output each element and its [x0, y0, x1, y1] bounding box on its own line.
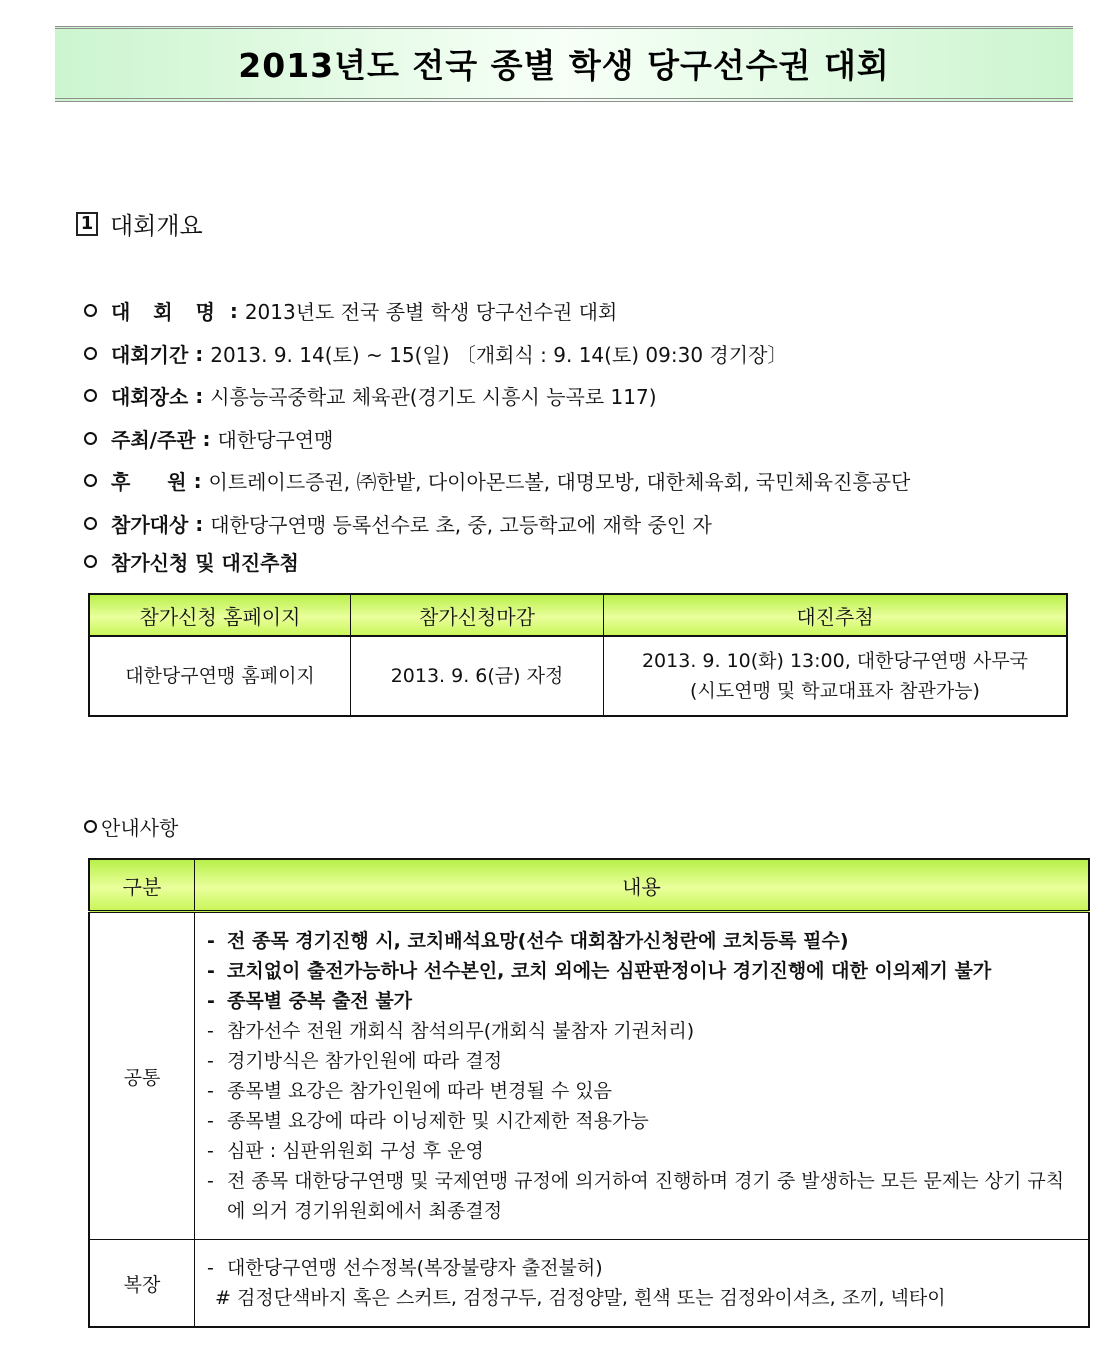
draw-note-text: (시도연맹 및 학교대표자 참관가능): [690, 680, 980, 702]
overview-row-venue: 대회장소 : 시흥능곡중학교 체육관(경기도 시흥시 능곡로 117): [84, 381, 657, 410]
circle-bullet-icon: [84, 304, 97, 317]
table-cell: 2013. 9. 6(금) 자정: [351, 636, 604, 716]
table-row: [89, 636, 1067, 716]
list-item: - 심판 : 심판위원회 구성 후 운영: [207, 1140, 484, 1162]
list-item: - 대한당구연맹 선수정복(복장불량자 출전불허): [207, 1257, 603, 1279]
registration-table: [88, 593, 1068, 717]
list-item: - 경기방식은 참가인원에 따라 결정: [207, 1050, 503, 1072]
overview-row-eligibility: 참가대상 : 대한당구연맹 등록선수로 초, 중, 고등학교에 재학 중인 자: [84, 509, 712, 538]
notes-heading: [84, 812, 178, 841]
list-item: - 종목별 요강은 참가인원에 따라 변경될 수 있음: [207, 1080, 612, 1102]
circle-bullet-icon: [84, 517, 97, 530]
overview-value: 2013년도 전국 종별 학생 당구선수권 대회: [244, 300, 618, 324]
section-title: 대회개요: [110, 212, 203, 240]
notes-table: [88, 858, 1090, 1328]
circle-bullet-icon: [84, 347, 97, 360]
overview-value: 2013. 9. 14(토) ~ 15(일) 〔개회식 : 9. 14(토) 09:30 경기장〕: [210, 343, 788, 367]
overview-label: 참가신청 및 대진추첨: [111, 551, 299, 575]
overview-value: 시흥능곡중학교 체육관(경기도 시흥시 능곡로 117): [210, 385, 657, 409]
overview-row-period: 대회기간 : 2013. 9. 14(토) ~ 15(일) 〔개회식 : 9. 14(토) 09:30 경기장〕: [84, 339, 787, 368]
overview-value: 대한당구연맹 등록선수로 초, 중, 고등학교에 재학 중인 자: [210, 513, 712, 537]
overview-row-host: 주최/주관 : 대한당구연맹: [84, 424, 333, 453]
circle-bullet-icon: [84, 820, 97, 833]
overview-label: 대회장소: [111, 385, 189, 409]
notes-title: 안내사항: [101, 816, 179, 840]
circle-bullet-icon: [84, 474, 97, 487]
table-header: 참가신청 홈페이지: [89, 594, 351, 636]
table-header: 내용: [195, 859, 1090, 912]
overview-row-registration: [84, 547, 299, 576]
table-cell: [604, 636, 1068, 716]
list-item: - 참가선수 전원 개회식 참석의무(개회식 불참자 기권처리): [207, 1020, 695, 1042]
title-banner: [55, 26, 1073, 102]
list-item: - 코치없이 출전가능하나 선수본인, 코치 외에는 심판판정이나 경기진행에 대한 이의제기 불가: [207, 960, 992, 982]
circle-bullet-icon: [84, 432, 97, 445]
table-header: 참가신청마감: [351, 594, 604, 636]
list-item: - 종목별 요강에 따라 이닝제한 및 시간제한 적용가능: [207, 1110, 649, 1132]
list-item: - 종목별 중복 출전 불가: [207, 990, 413, 1012]
table-row: [89, 1240, 1089, 1328]
list-item: # 검정단색바지 혹은 스커트, 검정구두, 검정양말, 흰색 또는 검정와이셔츠, 조끼, 넥타이: [215, 1287, 946, 1309]
items-cell: [195, 912, 1090, 1240]
table-header: 대진추첨: [604, 594, 1068, 636]
table-header-row: [89, 859, 1089, 912]
overview-label: 대 회 명: [111, 300, 223, 324]
table-cell: 대한당구연맹 홈페이지: [89, 636, 351, 716]
circle-bullet-icon: [84, 389, 97, 402]
overview-label: 참가대상: [111, 513, 189, 537]
table-row: [89, 912, 1089, 1240]
list-item: - 전 종목 대한당구연맹 및 국제연맹 규정에 의거하여 진행하며 경기 중 발생하는 모든 문제는 상기 규칙에 의거 경기위원회에서 최종결정: [207, 1170, 1065, 1222]
category-cell: 복장: [89, 1240, 195, 1328]
overview-value: 대한당구연맹: [217, 428, 334, 452]
section-number: 1: [76, 212, 98, 236]
items-cell: [195, 1240, 1090, 1328]
overview-value: 이트레이드증권, ㈜한밭, 다이아몬드볼, 대명모방, 대한체육회, 국민체육진흥공단: [208, 470, 911, 494]
list-item: - 전 종목 경기진행 시, 코치배석요망(선수 대회참가신청란에 코치등록 필수): [207, 930, 849, 952]
overview-label: 대회기간: [111, 343, 189, 367]
overview-row-name: 대 회 명 : 2013년도 전국 종별 학생 당구선수권 대회: [84, 296, 617, 325]
table-header: 구분: [89, 859, 195, 912]
page-title: 2013년도 전국 종별 학생 당구선수권 대회: [238, 46, 890, 85]
overview-row-sponsor: 후 원 : 이트레이드증권, ㈜한밭, 다이아몬드볼, 대명모방, 대한체육회, 국민체육진흥공단: [84, 466, 910, 495]
circle-bullet-icon: [84, 555, 97, 568]
category-cell: 공통: [89, 912, 195, 1240]
section-heading: [76, 206, 203, 241]
draw-date-text: 2013. 9. 10(화) 13:00, 대한당구연맹 사무국: [641, 650, 1029, 672]
overview-label: 주최/주관: [111, 428, 196, 452]
table-header-row: [89, 594, 1067, 636]
overview-label: 후 원: [111, 470, 187, 494]
